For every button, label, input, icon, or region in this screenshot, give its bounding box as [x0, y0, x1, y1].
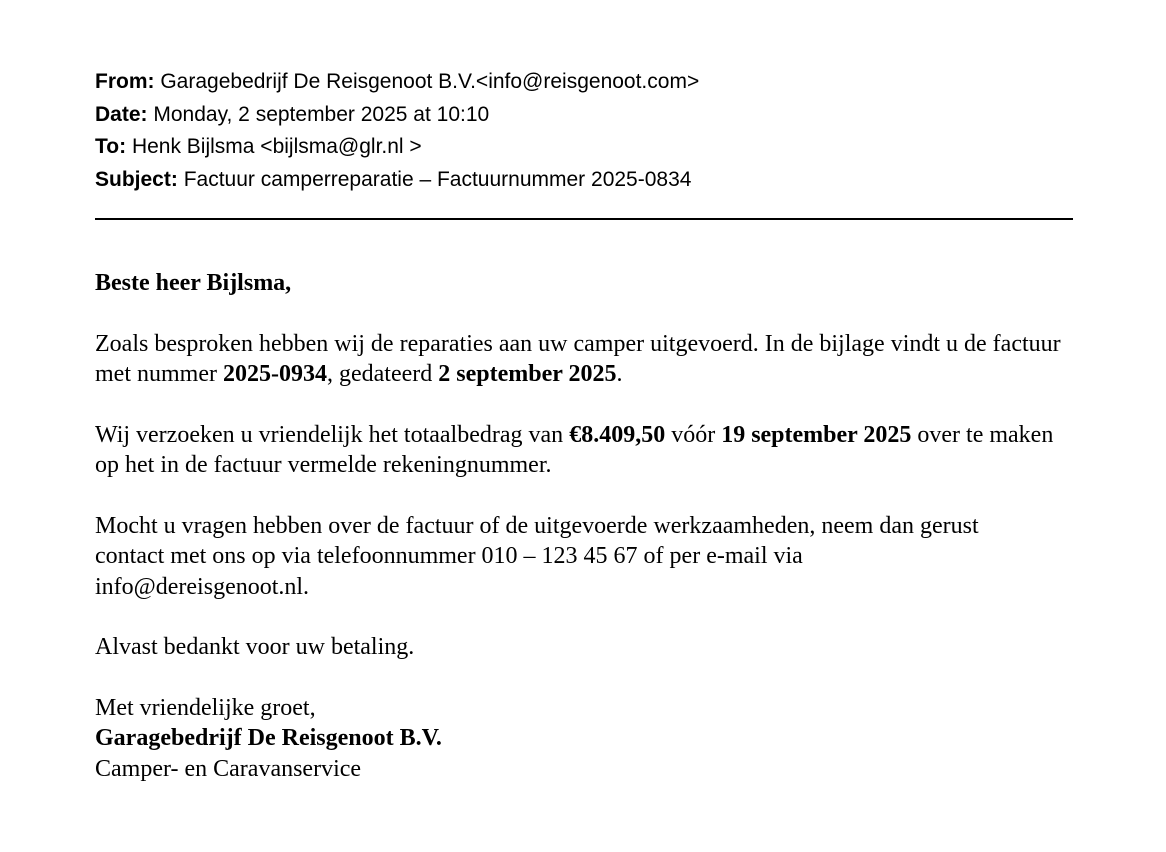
email-document: [95, 66, 1073, 784]
date-label: Date:: [95, 102, 148, 126]
p2-text-b: vóór: [665, 421, 722, 448]
due-date: 19 september 2025: [721, 421, 912, 448]
signature-department: Camper- en Caravanservice: [95, 755, 362, 782]
invoice-date: 2 september 2025: [438, 361, 617, 387]
subject-value: Factuur camperreparatie – Factuurnummer 2025-0834: [183, 167, 692, 191]
p3-line2: contact met ons op via telefoonnummer 010 – 123 45 67 of per e-mail via: [95, 543, 803, 569]
signature-company: Garagebedrijf De Reisgenoot B.V.: [95, 725, 442, 751]
invoice-number: 2025-0934: [222, 361, 327, 387]
p2-text-c: over te maken op het in de factuur vermelde rekeningnummer.: [95, 421, 1054, 478]
p3-line1: Mocht u vragen hebben over de factuur of de uitgevoerde werkzaamheden, neem dan gerust: [95, 512, 979, 539]
p2-text-a: Wij verzoeken u vriendelijk het totaalbedrag van: [95, 421, 570, 448]
to-value: Henk Bijlsma <bijlsma@glr.nl >: [131, 135, 422, 158]
header-divider: [95, 218, 1073, 220]
date-line: [95, 99, 1073, 132]
p1-text-c: .: [616, 361, 623, 387]
p1-text-a: Zoals besproken hebben wij de reparaties aan uw camper uitgevoerd. In de bijlage vindt u de factuur met nummer: [95, 330, 1061, 387]
from-line: [95, 66, 1073, 99]
paragraph-invoice: [95, 329, 1073, 390]
paragraph-contact: [95, 511, 1073, 603]
p1-text-b: , gedateerd: [326, 361, 439, 387]
greeting: Beste heer Bijlsma,: [95, 270, 292, 296]
from-label: From:: [95, 70, 155, 93]
email-header: [95, 66, 1073, 196]
from-value: Garagebedrijf De Reisgenoot B.V.<info@reisgenoot.com>: [160, 70, 700, 93]
paragraph-payment: [95, 420, 1073, 481]
paragraph-thanks: Alvast bedankt voor uw betaling.: [95, 634, 415, 660]
total-amount: €8.409,50: [569, 421, 666, 448]
signature-block: [95, 693, 1073, 785]
subject-label: Subject:: [95, 167, 178, 191]
to-label: To:: [95, 135, 127, 158]
email-body: [95, 268, 1073, 784]
date-value: Monday, 2 september 2025 at 10:10: [153, 102, 490, 126]
signature-closing: Met vriendelijke groet,: [95, 694, 316, 721]
subject-line: [95, 164, 1073, 197]
to-line: [95, 131, 1073, 164]
p3-line3: info@dereisgenoot.nl.: [95, 573, 310, 600]
